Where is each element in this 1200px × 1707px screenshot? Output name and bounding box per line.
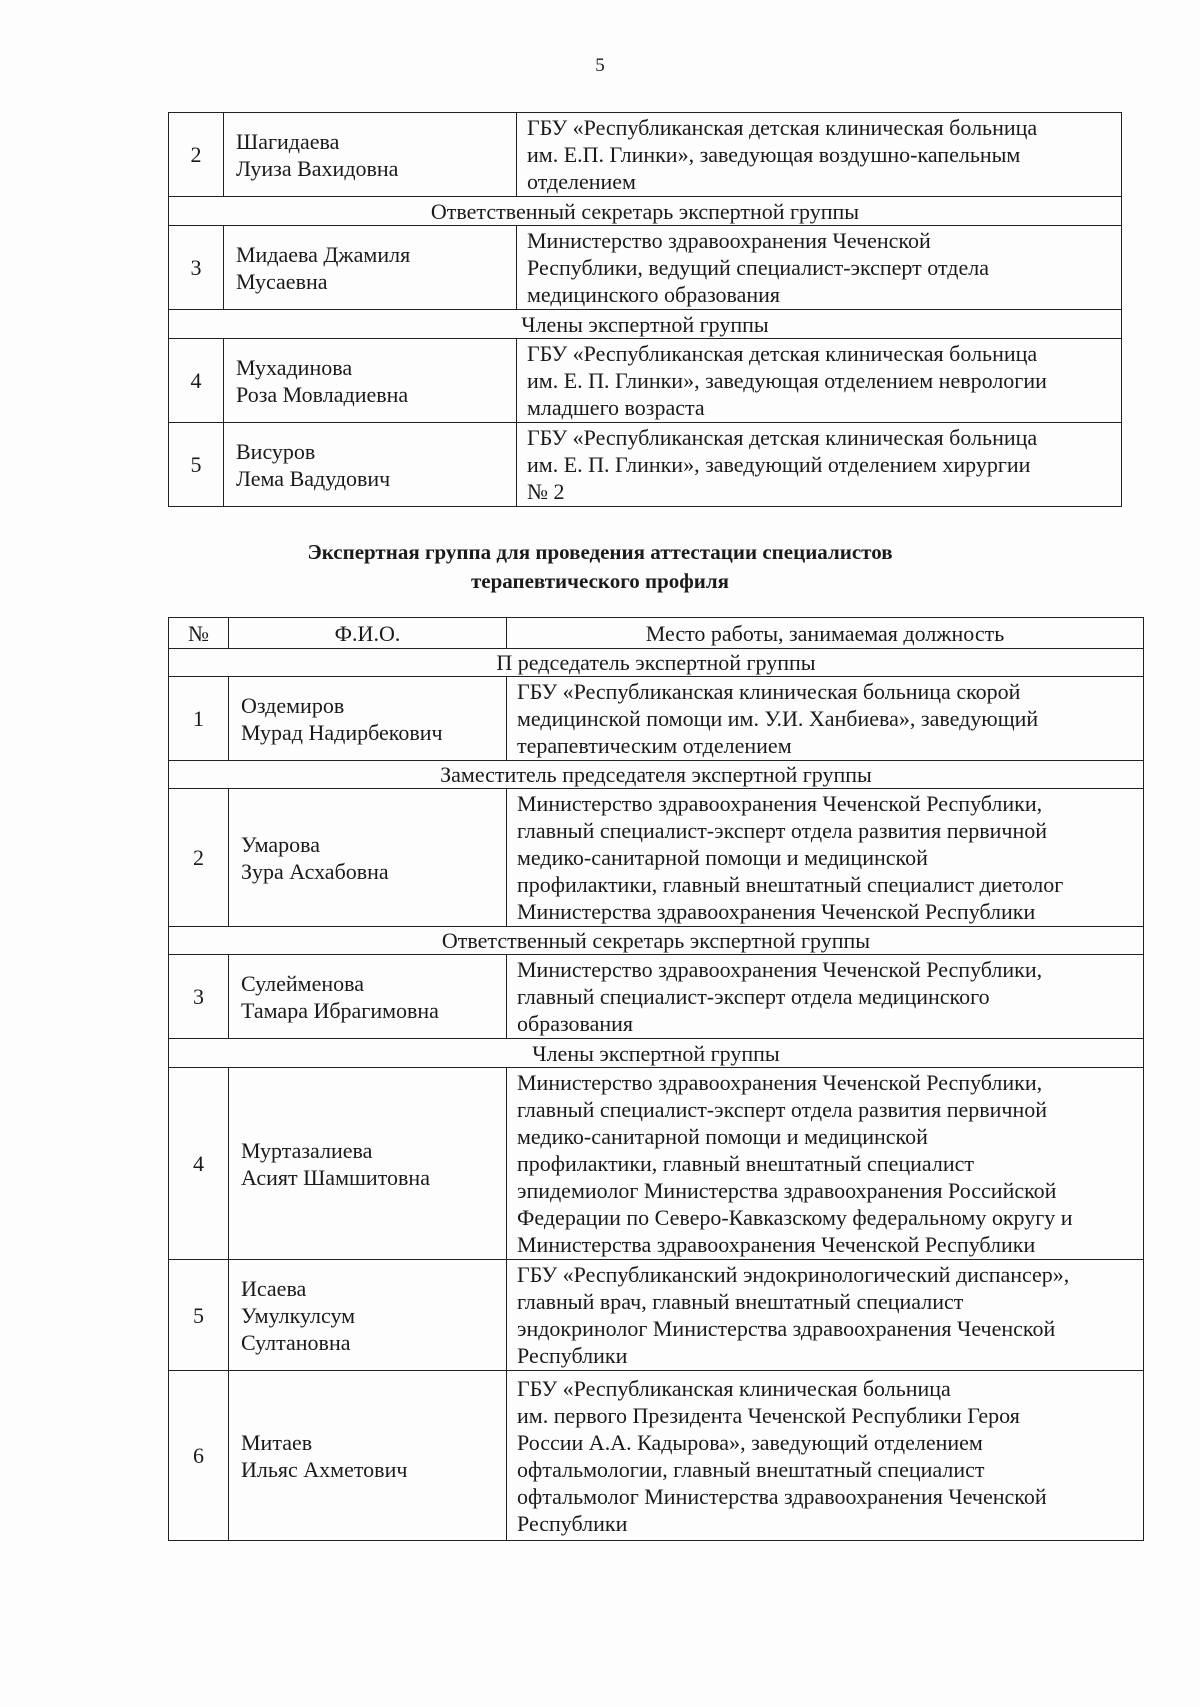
workplace-line: Министерство здравоохранения Чеченской Республики, xyxy=(517,1070,1043,1095)
row-number: 5 xyxy=(169,423,224,507)
workplace-line: Федерации по Северо-Кавказскому федеральному округу и xyxy=(517,1205,1073,1230)
header-work: Место работы, занимаемая должность xyxy=(507,618,1144,649)
table-row xyxy=(169,1068,1144,1260)
workplace-position xyxy=(517,113,1122,197)
name-line: Мусаевна xyxy=(236,268,328,294)
workplace-line: им. первого Президента Чеченской Республики Героя xyxy=(517,1402,1020,1428)
row-number: 6 xyxy=(169,1371,229,1541)
table-row xyxy=(169,423,1122,507)
name-line: Луиза Вахидовна xyxy=(236,155,399,181)
name-line: Шагидаева xyxy=(236,128,340,154)
person-name xyxy=(229,1260,507,1371)
name-line: Мидаева Джамиля xyxy=(236,241,411,267)
workplace-line: ГБУ «Республиканская детская клиническая больница xyxy=(527,341,1038,366)
header-fio: Ф.И.О. xyxy=(229,618,507,649)
table-row xyxy=(169,113,1122,197)
table-row xyxy=(169,677,1144,761)
name-line: Роза Мовладиевна xyxy=(236,381,409,407)
table-header-row xyxy=(169,618,1144,649)
name-line: Митаев xyxy=(241,1429,313,1455)
section-label: Члены экспертной группы xyxy=(169,310,1122,339)
name-line: Мурад Надирбекович xyxy=(241,719,443,745)
workplace-line: ГБУ «Республиканская детская клиническая больница xyxy=(527,115,1038,140)
workplace-line: главный специалист-эксперт отдела развития первичной xyxy=(517,818,1048,843)
person-name xyxy=(229,955,507,1039)
row-number: 3 xyxy=(169,955,229,1039)
section-label: Ответственный секретарь экспертной группы xyxy=(169,927,1144,955)
name-line: Умулкулсум xyxy=(241,1302,356,1328)
name-line: Лема Вадудович xyxy=(236,465,391,491)
name-line: Тамара Ибрагимовна xyxy=(241,997,439,1023)
person-name xyxy=(229,677,507,761)
workplace-line: Министерство здравоохранения Чеченской xyxy=(527,228,931,253)
workplace-line: им. Е. П. Глинки», заведующая отделением неврологии xyxy=(527,368,1047,393)
workplace-line: Министерства здравоохранения Чеченской Республики xyxy=(517,1232,1036,1257)
workplace-line: младшего возраста xyxy=(527,395,705,420)
table-row xyxy=(169,1371,1144,1541)
expert-group-table-continued xyxy=(168,112,1122,507)
workplace-line: Республики xyxy=(517,1510,628,1536)
workplace-position xyxy=(517,339,1122,423)
workplace-position xyxy=(517,226,1122,310)
workplace-line: медицинской помощи им. У.И. Ханбиева», заведующий xyxy=(517,706,1039,731)
workplace-line: Республики xyxy=(517,1343,628,1368)
name-line: Мухадинова xyxy=(236,354,353,380)
person-name xyxy=(224,226,517,310)
workplace-position xyxy=(507,1371,1144,1541)
row-number: 4 xyxy=(169,1068,229,1260)
workplace-line: ГБУ «Республиканская детская клиническая больница xyxy=(527,425,1038,450)
row-number: 2 xyxy=(169,113,224,197)
section-row xyxy=(169,1039,1144,1068)
section-row xyxy=(169,927,1144,955)
row-number: 3 xyxy=(169,226,224,310)
section-label: П редседатель экспертной группы xyxy=(169,649,1144,677)
name-line: Сулейменова xyxy=(241,970,364,996)
workplace-line: России А.А. Кадырова», заведующий отделением xyxy=(517,1429,983,1455)
section-row xyxy=(169,310,1122,339)
workplace-position xyxy=(517,423,1122,507)
workplace-line: главный специалист-эксперт отдела медицинского xyxy=(517,984,990,1009)
person-name xyxy=(224,339,517,423)
row-number: 4 xyxy=(169,339,224,423)
header-num: № xyxy=(169,618,229,649)
row-number: 2 xyxy=(169,789,229,927)
name-line: Исаева xyxy=(241,1275,307,1301)
name-line: Асият Шамшитовна xyxy=(241,1164,430,1190)
row-number: 1 xyxy=(169,677,229,761)
name-line: Зура Асхабовна xyxy=(241,858,389,884)
name-line: Муртазалиева xyxy=(241,1137,373,1163)
section-label: Заместитель председателя экспертной группы xyxy=(169,761,1144,789)
workplace-line: профилактики, главный внештатный специалист xyxy=(517,1151,974,1176)
workplace-line: офтальмолог Министерства здравоохранения Чеченской xyxy=(517,1483,1047,1509)
workplace-position xyxy=(507,1260,1144,1371)
section-label: Ответственный секретарь экспертной группы xyxy=(169,197,1122,226)
workplace-line: Министерства здравоохранения Чеченской Республики xyxy=(517,899,1036,924)
workplace-line: им. Е. П. Глинки», заведующий отделением хирургии xyxy=(527,452,1031,477)
section-title-line1: Экспертная группа для проведения аттестации специалистов xyxy=(307,540,893,564)
table-row xyxy=(169,955,1144,1039)
workplace-line: медико-санитарной помощи и медицинской xyxy=(517,845,928,870)
workplace-line: профилактики, главный внештатный специалист диетолог xyxy=(517,872,1064,897)
section-row xyxy=(169,649,1144,677)
row-number: 5 xyxy=(169,1260,229,1371)
workplace-line: офтальмологии, главный внештатный специалист xyxy=(517,1456,985,1482)
workplace-position xyxy=(507,789,1144,927)
table-row xyxy=(169,1260,1144,1371)
section-row xyxy=(169,761,1144,789)
name-line: Висуров xyxy=(236,438,316,464)
name-line: Оздемиров xyxy=(241,692,345,718)
person-name xyxy=(229,1371,507,1541)
workplace-line: Министерство здравоохранения Чеченской Республики, xyxy=(517,957,1043,982)
workplace-line: главный специалист-эксперт отдела развития первичной xyxy=(517,1097,1048,1122)
person-name xyxy=(224,423,517,507)
workplace-line: Министерство здравоохранения Чеченской Республики, xyxy=(517,791,1043,816)
workplace-line: эндокринолог Министерства здравоохранения Чеченской xyxy=(517,1316,1056,1341)
person-name xyxy=(229,789,507,927)
workplace-line: ГБУ «Республиканская клиническая больница скорой xyxy=(517,679,1021,704)
workplace-position xyxy=(507,1068,1144,1260)
section-title-line2: терапевтического профиля xyxy=(470,569,730,593)
page-number: 5 xyxy=(595,55,605,76)
person-name xyxy=(229,1068,507,1260)
workplace-line: образования xyxy=(517,1011,634,1036)
name-line: Умарова xyxy=(241,831,321,857)
workplace-line: медико-санитарной помощи и медицинской xyxy=(517,1124,928,1149)
workplace-line: ГБУ «Республиканский эндокринологический диспансер», xyxy=(517,1262,1070,1287)
workplace-line: им. Е.П. Глинки», заведующая воздушно-капельным xyxy=(527,142,1021,167)
workplace-line: Республики, ведущий специалист-эксперт отдела xyxy=(527,255,989,280)
table-row xyxy=(169,226,1122,310)
workplace-position xyxy=(507,677,1144,761)
workplace-line: медицинского образования xyxy=(527,282,781,307)
table-row xyxy=(169,789,1144,927)
workplace-line: ГБУ «Республиканская клиническая больница xyxy=(517,1375,951,1401)
section-row xyxy=(169,197,1122,226)
workplace-line: отделением xyxy=(527,169,636,194)
workplace-line: № 2 xyxy=(527,479,565,504)
table-row xyxy=(169,339,1122,423)
workplace-position xyxy=(507,955,1144,1039)
name-line: Султановна xyxy=(241,1329,351,1355)
therapeutic-expert-group-table xyxy=(168,617,1144,1541)
workplace-line: главный врач, главный внештатный специалист xyxy=(517,1289,964,1314)
workplace-line: эпидемиолог Министерства здравоохранения Российской xyxy=(517,1178,1057,1203)
section-title xyxy=(0,538,1200,596)
person-name xyxy=(224,113,517,197)
workplace-line: терапевтическим отделением xyxy=(517,733,792,758)
section-label: Члены экспертной группы xyxy=(169,1039,1144,1068)
name-line: Ильяс Ахметович xyxy=(241,1456,408,1482)
